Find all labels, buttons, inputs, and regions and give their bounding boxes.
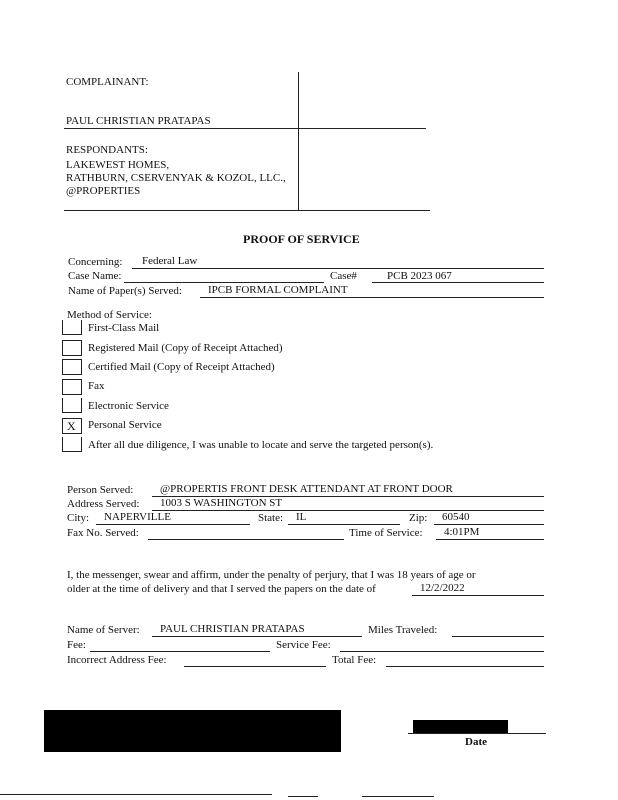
fax-served-label: Fax No. Served:: [67, 527, 139, 539]
bottom-rule-short: [288, 796, 318, 797]
case-number-value: PCB 2023 067: [387, 270, 452, 282]
caption-vertical-rule: [298, 72, 299, 210]
address-served-value: 1003 S WASHINGTON ST: [160, 497, 283, 509]
fee-line: [90, 651, 270, 652]
method-option-certified: Certified Mail (Copy of Receipt Attached): [88, 361, 275, 373]
method-option-unable: After all due diligence, I was unable to locate and serve the targeted person(s).: [88, 439, 434, 451]
miles-traveled-label: Miles Traveled:: [368, 624, 438, 636]
personal-service-check-mark: X: [67, 419, 76, 433]
method-option-registered: Registered Mail (Copy of Receipt Attached): [88, 342, 283, 354]
date-redaction-block: [413, 720, 508, 733]
method-checkbox-fax[interactable]: [62, 379, 82, 395]
respondent-line-3: @PROPERTIES: [66, 185, 141, 197]
date-line: [408, 733, 546, 734]
service-date-value: 12/2/2022: [420, 582, 465, 594]
signature-redaction-block: [44, 710, 341, 752]
service-fee-line: [340, 651, 544, 652]
paper-served-value: IPCB FORMAL COMPLAINT: [208, 284, 348, 296]
state-line: [288, 524, 400, 525]
zip-value: 60540: [442, 511, 470, 523]
city-label: City:: [67, 512, 90, 524]
method-checkbox-first-class[interactable]: [62, 320, 82, 335]
server-name-value: PAUL CHRISTIAN PRATAPAS: [160, 623, 305, 635]
paper-served-line: [200, 297, 544, 298]
state-value: IL: [296, 511, 307, 523]
affirmation-line-2: older at the time of delivery and that I served the papers on the date of: [67, 583, 376, 595]
caption-divider-line: [64, 128, 426, 129]
paper-served-label: Name of Paper(s) Served:: [68, 285, 182, 297]
respondent-line-1: LAKEWEST HOMES,: [66, 159, 170, 171]
method-checkbox-registered[interactable]: [62, 340, 82, 356]
method-checkbox-certified[interactable]: [62, 359, 82, 375]
fee-label: Fee:: [67, 639, 86, 651]
affirmation-line-1: I, the messenger, swear and affirm, under the penalty of perjury, that I was 18 years of age or: [67, 569, 476, 581]
concerning-label: Concerning:: [68, 256, 123, 268]
time-of-service-label: Time of Service:: [349, 527, 423, 539]
method-of-service-label: Method of Service:: [67, 309, 152, 321]
time-of-service-line: [436, 539, 544, 540]
person-served-value: @PROPERTIS FRONT DESK ATTENDANT AT FRONT DOOR: [160, 483, 453, 495]
case-number-line: [372, 282, 544, 283]
case-number-label: Case#: [330, 270, 357, 282]
bottom-rule: [0, 794, 272, 795]
bottom-rule-right: [362, 796, 434, 797]
method-checkbox-personal[interactable]: [62, 418, 82, 434]
server-name-label: Name of Server:: [67, 624, 140, 636]
incorrect-address-fee-line: [184, 666, 326, 667]
method-option-electronic: Electronic Service: [88, 400, 169, 412]
method-checkbox-unable[interactable]: [62, 437, 82, 452]
zip-label: Zip:: [409, 512, 428, 524]
city-line: [96, 524, 250, 525]
total-fee-line: [386, 666, 544, 667]
address-served-label: Address Served:: [67, 498, 140, 510]
concerning-value: Federal Law: [142, 255, 198, 267]
case-name-line: [124, 282, 324, 283]
method-option-personal: Personal Service: [88, 419, 162, 431]
incorrect-address-fee-label: Incorrect Address Fee:: [67, 654, 167, 666]
address-served-line: [152, 510, 544, 511]
method-option-first-class: First-Class Mail: [88, 322, 160, 334]
concerning-line: [132, 268, 544, 269]
time-of-service-value: 4:01PM: [444, 526, 480, 538]
page-title: PROOF OF SERVICE: [243, 232, 360, 246]
service-fee-label: Service Fee:: [276, 639, 331, 651]
respondent-line-2: RATHBURN, CSERVENYAK & KOZOL, LLC.,: [66, 172, 286, 184]
total-fee-label: Total Fee:: [332, 654, 377, 666]
respondents-label: RESPONDANTS:: [66, 144, 148, 156]
caption-bottom-line: [64, 210, 430, 211]
service-date-line: [412, 595, 544, 596]
state-label: State:: [258, 512, 284, 524]
miles-traveled-line: [452, 636, 544, 637]
fax-served-line: [148, 539, 344, 540]
case-name-label: Case Name:: [68, 270, 122, 282]
date-label: Date: [465, 736, 487, 748]
complainant-name: PAUL CHRISTIAN PRATAPAS: [66, 115, 211, 127]
complainant-label: COMPLAINANT:: [66, 76, 149, 88]
city-value: NAPERVILLE: [104, 511, 171, 523]
method-checkbox-electronic[interactable]: [62, 398, 82, 413]
server-name-line: [152, 636, 362, 637]
zip-line: [434, 524, 544, 525]
person-served-label: Person Served:: [67, 484, 134, 496]
method-option-fax: Fax: [88, 380, 105, 392]
